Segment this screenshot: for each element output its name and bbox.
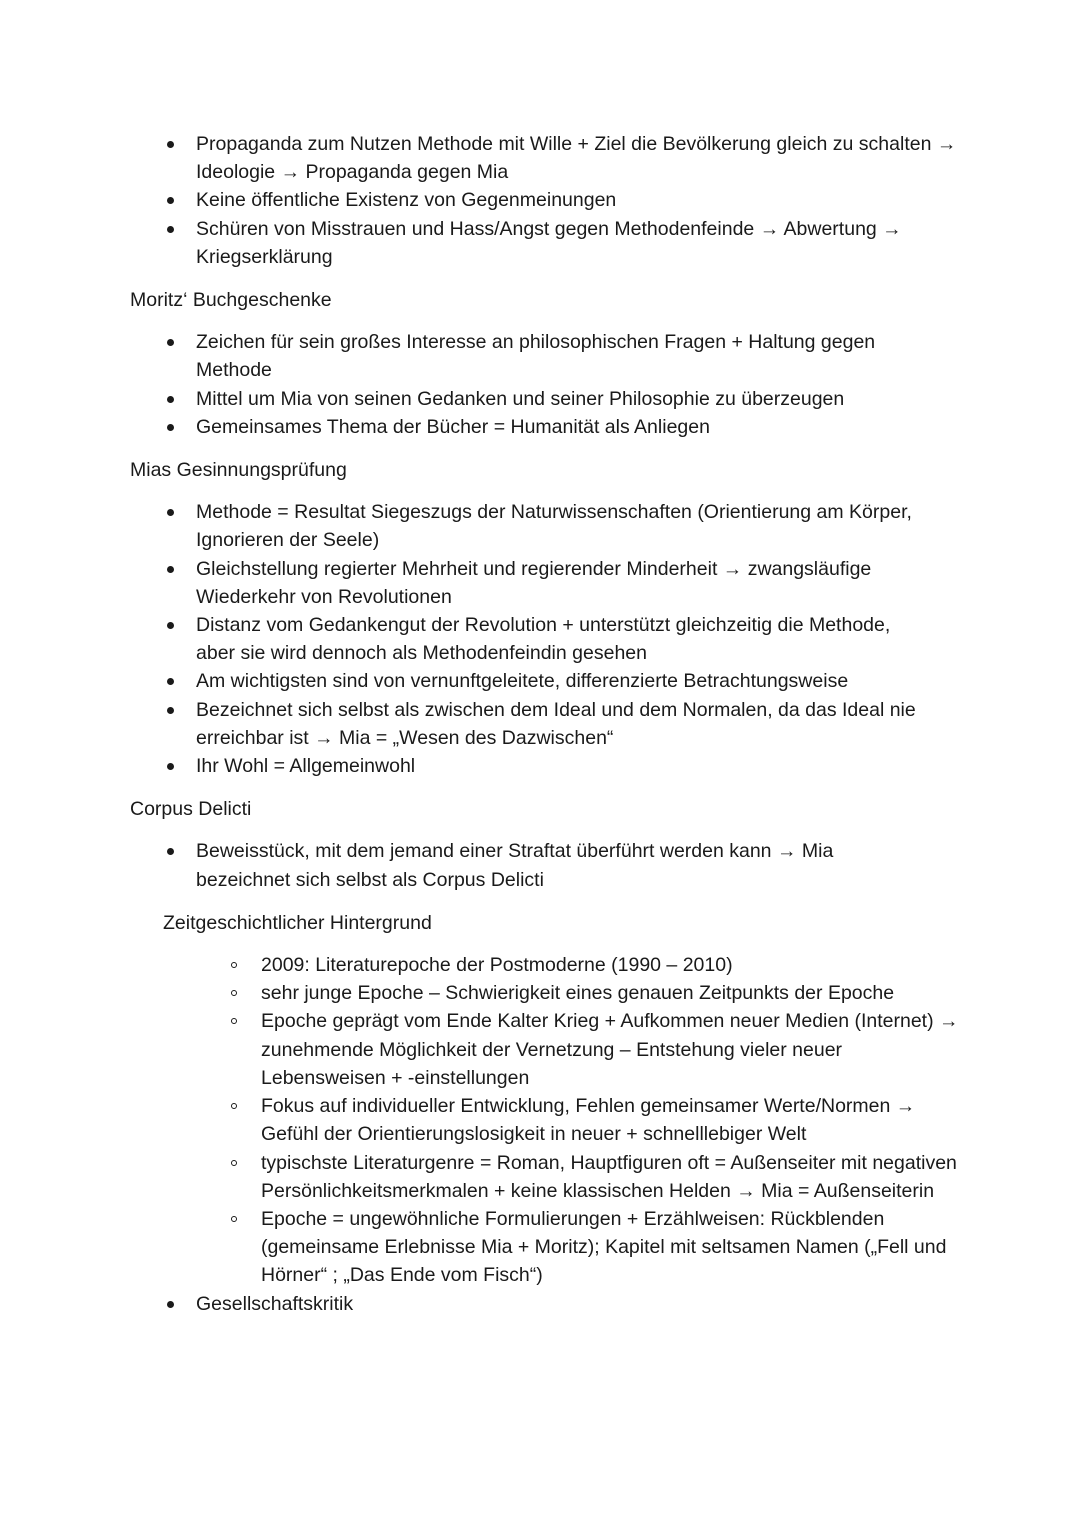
intro-bullet-list: [130, 130, 960, 271]
list-item: Epoche geprägt vom Ende Kalter Krieg + Aufkommen neuer Medien (Internet) → zunehmende Möglichkeit der Vernetzung – Entstehung vieler neuer Lebensweisen + -einstellungen: [261, 1007, 960, 1092]
list-item: Methode = Resultat Siegeszugs der Naturwissenschaften (Orientierung am Körper, Ignorieren der Seele): [196, 498, 960, 554]
list-item: Beweisstück, mit dem jemand einer Straftat überführt werden kann → Mia bezeichnet sich selbst als Corpus Delicti: [196, 837, 960, 893]
list-item: Gemeinsames Thema der Bücher = Humanität als Anliegen: [196, 413, 960, 441]
section-heading-buchgeschenke: Moritz‘ Buchgeschenke: [130, 289, 332, 312]
list-item: Gesellschaftskritik: [196, 1290, 960, 1318]
zeitgeschichte-circle-list: [130, 951, 960, 1289]
corpus-delicti-bullet-list: [130, 837, 960, 893]
list-item: Epoche = ungewöhnliche Formulierungen + Erzählweisen: Rückblenden (gemeinsame Erlebnisse Mia + Moritz); Kapitel mit seltsamen Namen („Fell und Hörner“ ; „Das Ende vom Fisch“): [261, 1205, 960, 1290]
list-item: Schüren von Misstrauen und Hass/Angst gegen Methodenfeinde → Abwertung → Kriegserklärung: [196, 215, 960, 271]
list-item: Bezeichnet sich selbst als zwischen dem Ideal und dem Normalen, da das Ideal nie erreichbar ist → Mia = „Wesen des Dazwischen“: [196, 696, 960, 752]
gesinnungspruefung-bullet-list: [130, 498, 960, 780]
list-item: Mittel um Mia von seinen Gedanken und seiner Philosophie zu überzeugen: [196, 385, 960, 413]
list-item: Propaganda zum Nutzen Methode mit Wille + Ziel die Bevölkerung gleich zu schalten → Ideologie → Propaganda gegen Mia: [196, 130, 960, 186]
document-content: [130, 130, 960, 1318]
list-item: sehr junge Epoche – Schwierigkeit eines genauen Zeitpunkts der Epoche: [261, 979, 960, 1007]
list-item: Fokus auf individueller Entwicklung, Fehlen gemeinsamer Werte/Normen → Gefühl der Orientierungslosigkeit in neuer + schnelllebiger Welt: [261, 1092, 960, 1148]
list-item: Am wichtigsten sind von vernunftgeleitete, differenzierte Betrachtungsweise: [196, 667, 960, 695]
list-item: Gleichstellung regierter Mehrheit und regierender Minderheit → zwangsläufige Wiederkehr von Revolutionen: [196, 555, 960, 611]
subsection-heading-zeitgeschichte: Zeitgeschichtlicher Hintergrund: [163, 911, 432, 934]
list-item: Ihr Wohl = Allgemeinwohl: [196, 752, 960, 780]
section-heading-corpus-delicti: Corpus Delicti: [130, 798, 252, 821]
final-bullet-list: [130, 1290, 960, 1318]
list-item: typischste Literaturgenre = Roman, Hauptfiguren oft = Außenseiter mit negativen Persönlichkeitsmerkmalen + keine klassischen Helden → Mia = Außenseiterin: [261, 1149, 960, 1205]
section-heading-gesinnungspruefung: Mias Gesinnungsprüfung: [130, 459, 347, 482]
list-item: Distanz vom Gedankengut der Revolution + unterstützt gleichzeitig die Methode, aber sie wird dennoch als Methodenfeindin gesehen: [196, 611, 960, 667]
list-item: Zeichen für sein großes Interesse an philosophischen Fragen + Haltung gegen Methode: [196, 328, 960, 384]
buchgeschenke-bullet-list: [130, 328, 960, 441]
list-item: 2009: Literaturepoche der Postmoderne (1990 – 2010): [261, 951, 960, 979]
list-item: Keine öffentliche Existenz von Gegenmeinungen: [196, 186, 960, 214]
